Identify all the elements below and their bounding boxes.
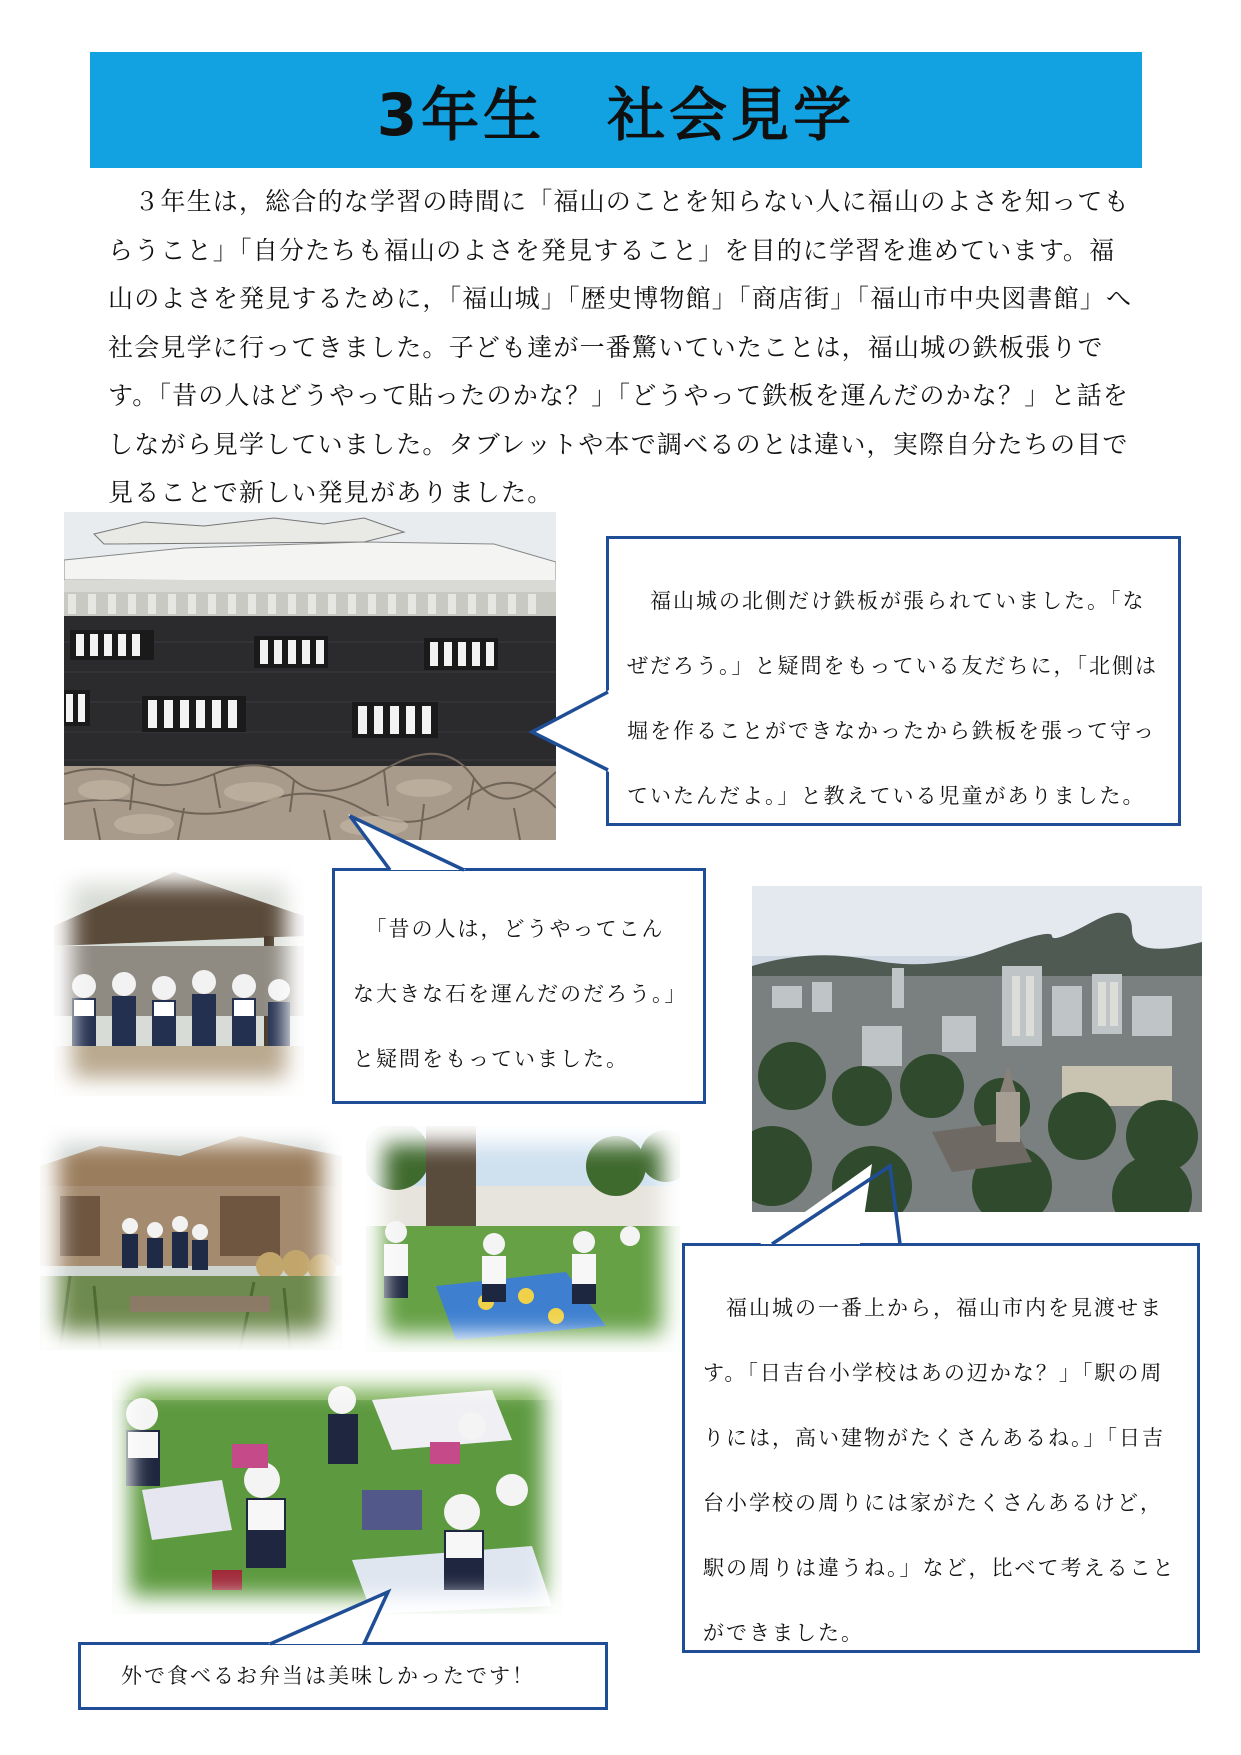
bubble-stones-text: 「昔の人は，どうやってこんな大きな石を運んだのだろう。」と疑問をもっていました。 <box>353 917 677 1071</box>
bubble-north-side-tail <box>530 690 610 780</box>
history-museum-village-photo <box>40 1126 342 1350</box>
picnic-lunch-photo-1 <box>366 1126 680 1352</box>
picnic-lunch-photo-2 <box>112 1370 562 1614</box>
title-banner <box>90 52 1142 168</box>
speech-bubble-lunch <box>78 1642 608 1710</box>
bubble-city-view-text: 福山城の一番上から，福山市内を見渡せます。「日吉台小学校はあの辺かな？」「駅の周りには，高い建物がたくさんあるね。」「日吉台小学校の周りには家がたくさんあるけど，駅の周りは違うね。」など，比べて考えることができました。 <box>703 1296 1176 1645</box>
students-castle-grounds-photo <box>54 866 304 1096</box>
intro-paragraph: ３年生は，総合的な学習の時間に「福山のことを知らない人に福山のよさを知ってもらうこと」「自分たちも福山のよさを発見すること」を目的に学習を進めています。福山のよさを発見するために，「福山城」「歴史博物館」「商店街」「福山市中央図書館」へ社会見学に行ってきました。子ども達が一番驚いていたことは，福山城の鉄板張りです。「昔の人はどうやって貼ったのかな？」「どうやって鉄板を運んだのかな？」と話をしながら見学していました。タブレットや本で調べるのとは違い，実際自分たちの目で見ることで新しい発見がありました。 <box>108 187 1133 507</box>
bubble-lunch-tail <box>266 1590 396 1646</box>
speech-bubble-stones <box>332 868 706 1104</box>
castle-wall-photo <box>64 512 556 840</box>
speech-bubble-city-view <box>682 1243 1200 1653</box>
page-title: 3年生 社会見学 <box>376 81 856 149</box>
bubble-lunch-text: 外で食べるお弁当は美味しかったです！ <box>121 1664 535 1688</box>
speech-bubble-north-side <box>606 536 1181 826</box>
bubble-stones-tail <box>348 814 468 872</box>
bubble-north-side-text: 福山城の北側だけ鉄板が張られていました。「なぜだろう。」と疑問をもっている友だちに，「北側は堀を作ることができなかったから鉄板を張って守っていたんだよ。」と教えている児童がありました。 <box>627 589 1158 808</box>
bubble-city-view-tail <box>760 1164 920 1246</box>
